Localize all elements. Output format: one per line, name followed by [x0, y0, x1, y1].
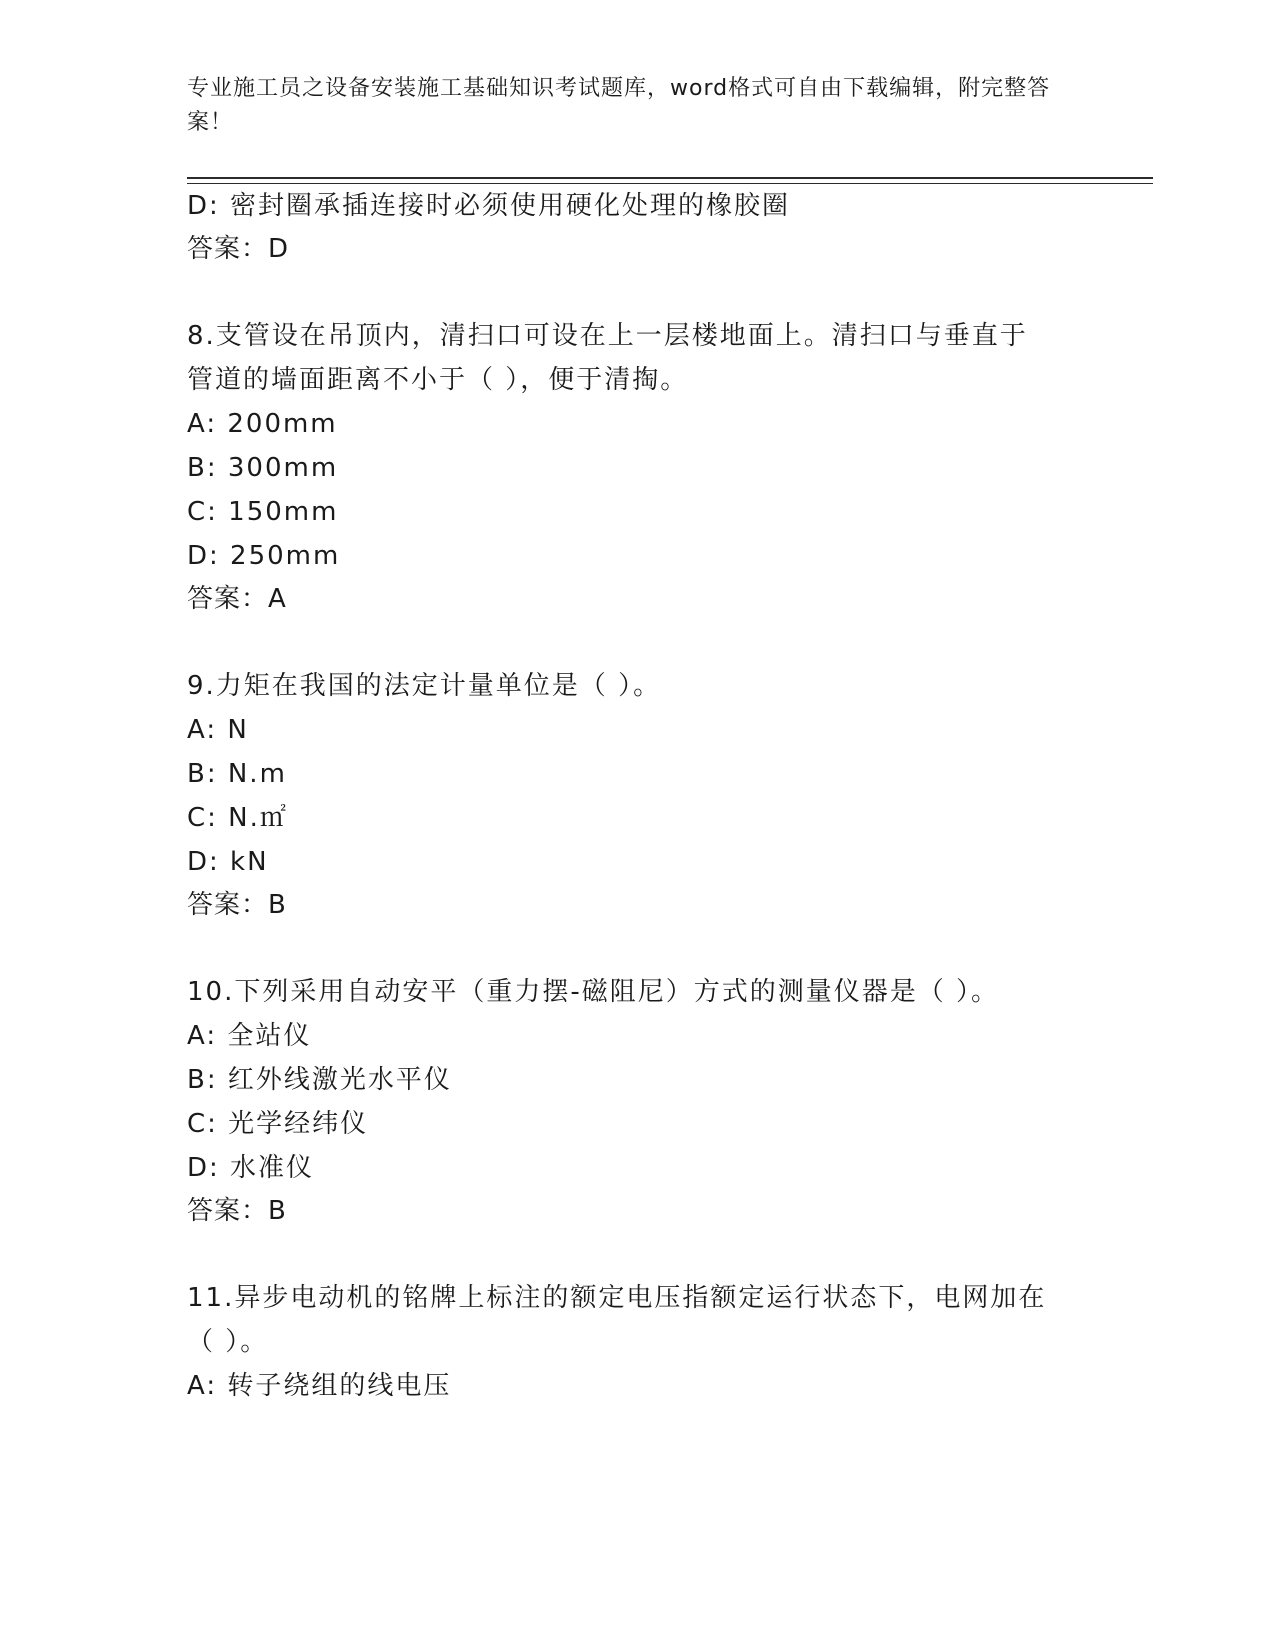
q10-stem: 10.下列采用自动安平（重力摆-磁阻尼）方式的测量仪器是（ ）。: [187, 977, 999, 1007]
q9-answer: 答案：B: [187, 890, 287, 920]
q8-stem-line1: 8.支管设在吊顶内，清扫口可设在上一层楼地面上。清扫口与垂直于: [187, 321, 1028, 351]
q8-option-b: B: 300mm: [187, 453, 339, 483]
q9-option-d: D: kN: [187, 847, 269, 877]
q7-option-d: D: 密封圈承插连接时必须使用硬化处理的橡胶圈: [187, 191, 791, 221]
q11-stem-line1: 11.异步电动机的铭牌上标注的额定电压指额定运行状态下，电网加在: [187, 1283, 1047, 1313]
q8-option-c: C: 150mm: [187, 497, 339, 527]
q10-option-d: D: 水准仪: [187, 1153, 315, 1183]
q9-option-b: B: N.m: [187, 759, 287, 789]
header-divider-thick: [187, 177, 1153, 179]
q8-option-d: D: 250mm: [187, 541, 341, 571]
q10-option-a: A: 全站仪: [187, 1021, 312, 1051]
q10-option-c: C: 光学经纬仪: [187, 1109, 369, 1139]
q10-answer: 答案：B: [187, 1196, 287, 1226]
q9-option-c: C: N.㎡: [187, 803, 288, 833]
q7-answer: 答案：D: [187, 234, 290, 264]
q8-stem-line2: 管道的墙面距离不小于（ ），便于清掏。: [187, 365, 689, 395]
q8-option-a: A: 200mm: [187, 409, 338, 439]
q11-stem-line2: （ ）。: [187, 1327, 269, 1357]
q10-option-b: B: 红外线激光水平仪: [187, 1065, 452, 1095]
q9-stem: 9.力矩在我国的法定计量单位是（ ）。: [187, 671, 662, 701]
document-header: 专业施工员之设备安装施工基础知识考试题库，word格式可自由下载编辑，附完整答案！: [187, 76, 1051, 135]
q8-answer: 答案：A: [187, 584, 287, 614]
q11-option-a: A: 转子绕组的线电压: [187, 1371, 452, 1401]
header-divider-thin: [187, 183, 1153, 184]
q9-option-a: A: N: [187, 715, 249, 745]
